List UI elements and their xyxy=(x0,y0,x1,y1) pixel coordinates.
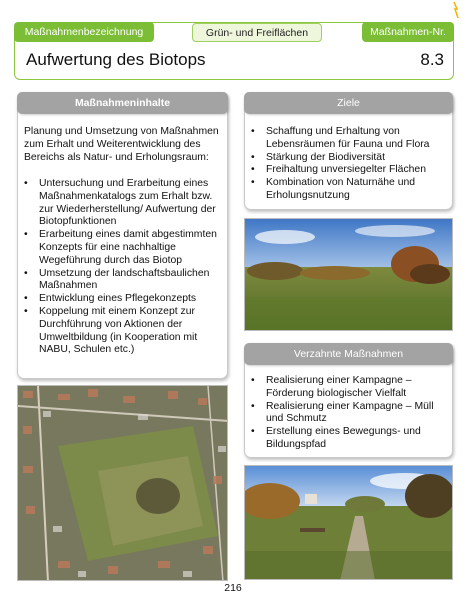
list-item: • Umsetzung der landschaftsbaulichen Maßnahmen xyxy=(24,268,228,294)
path-photo xyxy=(244,465,453,580)
list-item: • Kombination von Naturnähe und Erholungsnutzung xyxy=(251,177,451,203)
page-number: 216 xyxy=(224,582,242,594)
panel-verzahnte-massnahmen xyxy=(244,343,453,458)
list-item: • Erarbeitung eines damit abgestimmten Konzepts für eine nachhaltige Wegeführung durch das Biotop xyxy=(24,229,228,267)
list-item: • Erstellung eines Bewegungs- und Bildungspfad xyxy=(251,426,451,452)
measure-number: 8.3 xyxy=(420,50,444,69)
massnahmeninhalte-intro: Planung und Umsetzung von Maßnahmen zum Erhalt und Weiterentwicklung des Bereichs als Natur- und Erholungsraum: xyxy=(24,126,219,163)
ziele-list xyxy=(251,126,451,203)
label-massnahmenbezeichnung: Maßnahmenbezeichnung xyxy=(14,22,154,42)
list-item: • Realisierung einer Kampagne – Förderung biologischer Vielfalt xyxy=(251,375,451,401)
panel-massnahmeninhalte xyxy=(17,92,228,379)
list-item: • Stärkung der Biodiversität xyxy=(251,152,451,165)
panel-heading-ziele: Ziele xyxy=(244,92,453,114)
list-item: • Freihaltung unversiegelter Flächen xyxy=(251,164,451,177)
list-item: • Koppelung mit einem Konzept zur Durchführung von Aktionen der Umweltbildung (in Kooperation mit NABU, Schulen etc.) xyxy=(24,306,228,357)
panel-heading-verzahnte-massnahmen: Verzahnte Maßnahmen xyxy=(244,343,453,365)
label-massnahmen-nr: Maßnahmen-Nr. xyxy=(362,22,454,42)
massnahmeninhalte-list xyxy=(24,178,228,357)
corner-mark-icon xyxy=(452,0,462,22)
aerial-photo xyxy=(17,385,228,581)
list-item: • Realisierung einer Kampagne – Müll und Schmutz xyxy=(251,401,451,427)
meadow-photo xyxy=(244,218,453,331)
label-category: Grün- und Freiflächen xyxy=(192,23,322,42)
list-item: • Untersuchung und Erarbeitung eines Maßnahmenkatalogs zum Erhalt bzw. zur Wiederherstellung/ Aufwertung der Biotopfunktionen xyxy=(24,178,228,229)
panel-ziele xyxy=(244,92,453,210)
panel-heading-massnahmeninhalte: Maßnahmeninhalte xyxy=(17,92,228,114)
list-item: • Schaffung und Erhaltung von Lebensräumen für Fauna und Flora xyxy=(251,126,451,152)
list-item: • Entwicklung eines Pflegekonzepts xyxy=(24,293,228,306)
page-title: Aufwertung des Biotops xyxy=(26,50,206,69)
verzahnte-list xyxy=(251,375,451,452)
